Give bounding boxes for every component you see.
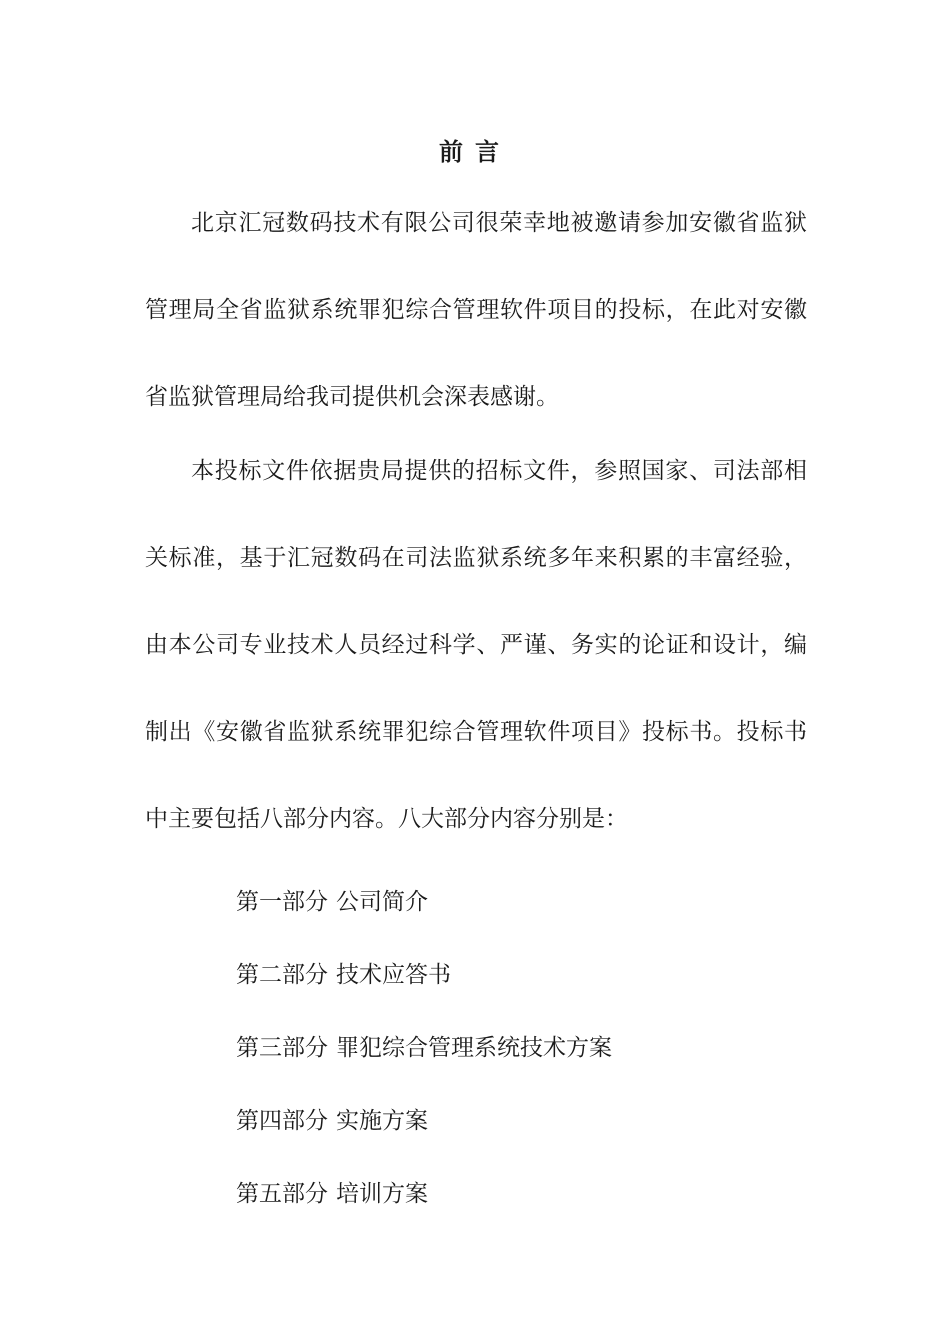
- section-item: [236, 939, 612, 1012]
- section-name: 罪犯综合管理系统技术方案: [336, 1035, 612, 1061]
- section-number: 第三部分: [236, 1035, 328, 1061]
- section-number: 第一部分: [236, 889, 328, 915]
- paragraph-intro: 北京汇冠数码技术有限公司很荣幸地被邀请参加安徽省监狱管理局全省监狱系统罪犯综合管理软件项目的投标，在此对安徽省监狱管理局给我司提供机会深表感谢。: [145, 210, 807, 410]
- section-name: 技术应答书: [336, 962, 451, 988]
- section-name: 实施方案: [336, 1108, 428, 1134]
- section-list: [236, 866, 612, 1231]
- section-item: [236, 866, 612, 939]
- page-title: 前言: [439, 138, 511, 166]
- section-item: [236, 1085, 612, 1158]
- section-number: 第四部分: [236, 1108, 328, 1134]
- section-number: 第二部分: [236, 962, 328, 988]
- section-name: 公司简介: [336, 889, 428, 915]
- section-name: 培训方案: [336, 1181, 428, 1207]
- section-item: [236, 1012, 612, 1085]
- paragraph-contents: 本投标文件依据贵局提供的招标文件，参照国家、司法部相关标准，基于汇冠数码在司法监狱系统多年来积累的丰富经验，由本公司专业技术人员经过科学、严谨、务实的论证和设计，编制出《安徽省监狱系统罪犯综合管理软件项目》投标书。投标书中主要包括八部分内容。八大部分内容分别是：: [145, 458, 807, 832]
- section-item: [236, 1158, 612, 1231]
- section-number: 第五部分: [236, 1181, 328, 1207]
